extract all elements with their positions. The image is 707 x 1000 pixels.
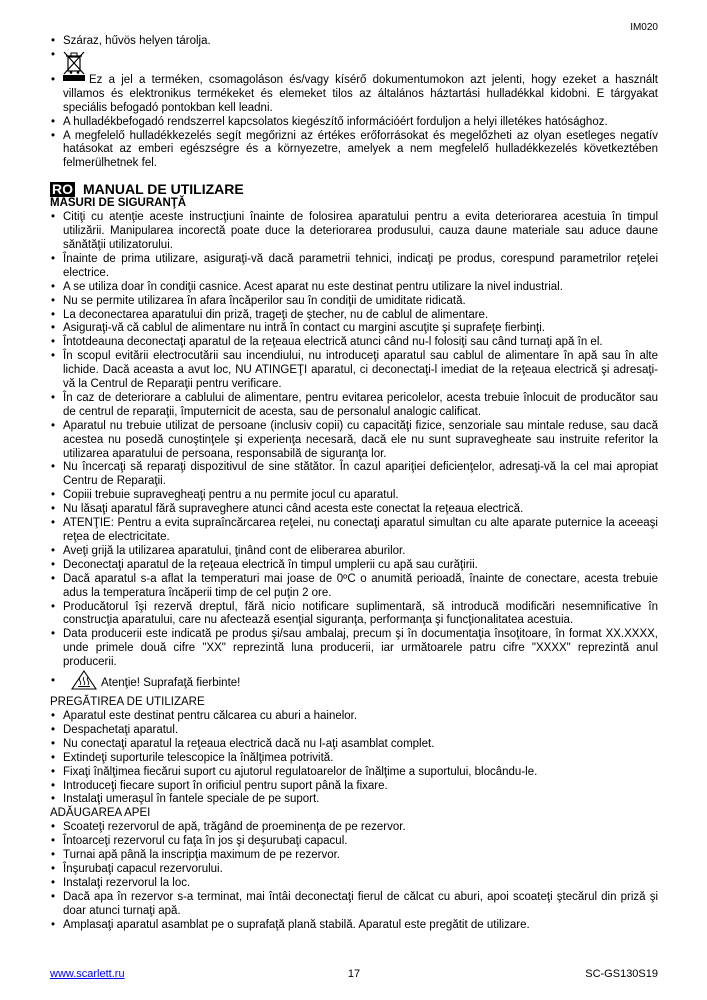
- list-item: • Száraz, hűvös helyen tárolja.: [50, 35, 658, 49]
- black-bar-icon: [63, 75, 85, 81]
- list-item: • Scoateţi rezervorul de apă, trăgând de proeminenţa de pe rezervor.: [50, 821, 658, 835]
- list-item: • Despachetaţi aparatul.: [50, 724, 658, 738]
- language-badge: RO: [52, 180, 73, 197]
- model-code: IM020: [630, 22, 658, 33]
- page-footer: [50, 968, 658, 982]
- list-item: • A hulladékbefogadó rendszerrel kapcsolatos kiegészítő információért forduljon a helyi illetékes hatósághoz.: [50, 116, 658, 130]
- safety-bullet-list: [50, 211, 658, 692]
- manual-title: MANUAL DE UTILIZARE: [83, 181, 244, 198]
- list-item: • Fixaţi înălţimea fiecărui suport cu ajutorul regulatoarelor de înălţime a suportului, blocându-le.: [50, 766, 658, 780]
- crossed-bin-icon: [63, 51, 85, 75]
- list-item: • Aparatul este destinat pentru călcarea cu aburi a hainelor.: [50, 710, 658, 724]
- list-item: • Nu conectaţi aparatul la reţeaua electrică dacă nu l-aţi asamblat complet.: [50, 738, 658, 752]
- adding-water-bullet-list: [50, 821, 658, 932]
- list-item: • Instalaţi rezervorul la loc.: [50, 877, 658, 891]
- list-item: • Întotdeauna deconectaţi aparatul de la reţeaua electrică atunci când nu-l folosiţi sau când turnaţi apă în el.: [50, 336, 658, 350]
- list-item: • Înainte de prima utilizare, asiguraţi-vă dacă parametrii tehnici, indicaţi pe produs, corespund parametrilor reţelei electrice.: [50, 253, 658, 281]
- list-item: • Citiţi cu atenţie aceste instrucţiuni înainte de folosirea aparatului pentru a evita deteriorarea acestuia în timpul utilizării. Manipularea incorectă poate duce la deteriorarea produsului, cauza daune materiale sau aduce daune sănătăţii utilizatorului.: [50, 211, 658, 253]
- document-page: [50, 0, 658, 980]
- document-code: SC-GS130S19: [585, 968, 658, 980]
- list-item: • Dacă aparatul s-a aflat la temperaturi mai joase de 0ºC o anumită perioadă, înainte de conectare, acesta trebuie adus la temperatura încăperii timp de cel puţin 2 ore.: [50, 573, 658, 601]
- preparation-bullet-list: [50, 710, 658, 807]
- list-item: • Data producerii este indicată pe produs şi/sau ambalaj, precum şi în documentaţia însoţitoare, în format XX.XXXX, unde primele două cifre "XX" reprezintă luna producerii, iar următoarele patru cifre "XXXX" reprezintă anul producerii.: [50, 628, 658, 670]
- preparation-heading: PREGĂTIREA DE UTILIZARE: [50, 696, 205, 709]
- list-item: • Copiii trebuie supravegheaţi pentru a nu permite jocul cu aparatul.: [50, 489, 658, 503]
- list-item: • Turnai apă până la inscripţia maximum de pe rezervor.: [50, 849, 658, 863]
- safety-heading: MĂSURI DE SIGURANŢĂ: [50, 197, 187, 210]
- list-item-disposal-icon: [50, 49, 658, 75]
- list-item: • Nu se permite utilizarea în afara încăperilor sau în condiţii de umiditate ridicată.: [50, 295, 658, 309]
- hot-surface-text: Atenţie! Suprafaţă fierbinte!: [101, 677, 241, 690]
- list-item: • Extindeţi suporturile telescopice la înălţimea potrivită.: [50, 752, 658, 766]
- list-item: • Ez a jel a terméken, csomagoláson és/vagy kísérő dokumentumokon azt jelenti, hogy ezeket a használt villamos és elektronikus termékeket és elemeket tilos az általános háztartási hulladékkal kidobni. E tárgyakat speciális befogadó pontokban kell leadni.: [50, 74, 658, 116]
- list-item: • Întoarceţi rezervorul cu faţa în jos şi deşurubaţi capacul.: [50, 835, 658, 849]
- list-item: • ATENŢIE: Pentru a evita supraîncărcarea reţelei, nu conectaţi aparatul simultan cu alte aparate puternice la aceeaşi reţea de electricitate.: [50, 517, 658, 545]
- list-item: • Aveţi grijă la utilizarea aparatului, ţinând cont de eliberarea aburilor.: [50, 545, 658, 559]
- list-item: • A se utiliza doar în condiţii casnice. Acest aparat nu este destinat pentru utilizare la nivel industrial.: [50, 281, 658, 295]
- list-item: • Dacă apa în rezervor s-a terminat, mai întâi deconectaţi fierul de călcat cu aburi, apoi scoateţi ştecărul din priză şi doar atunci turnaţi apă.: [50, 891, 658, 919]
- list-item: • Instalaţi umeraşul în fantele speciale de pe suport.: [50, 793, 658, 807]
- hu-bullet-list: [50, 35, 658, 171]
- list-item: • Înşurubaţi capacul rezervorului.: [50, 863, 658, 877]
- list-item: • Asiguraţi-vă că cablul de alimentare nu intră în contact cu margini ascuţite şi suprafeţe fierbinţi.: [50, 322, 658, 336]
- list-item: • Introduceţi fiecare suport în orificiul pentru suport până la fixare.: [50, 780, 658, 794]
- list-item: • A megfelelő hulladékkezelés segít megőrizni az értékes erőforrásokat és megelőzheti az olyan esetleges negatív hatásokat az emberi egészségre és a környezetre, amelyek a nem megfelelő hulladékkezelés következtében felmerülhetnek fel.: [50, 130, 658, 172]
- hot-surface-warning-icon: [71, 670, 97, 690]
- list-item: • În caz de deteriorare a cablului de alimentare, pentru evitarea pericolelor, acesta trebuie înlocuit de producător sau de centrul de reparaţii, împuternicit de acesta, sau de personalul analogic calificat.: [50, 392, 658, 420]
- list-item: • Amplasaţi aparatul asamblat pe o suprafaţă plană stabilă. Aparatul este pregătit de utilizare.: [50, 919, 658, 933]
- adding-water-heading: ADĂUGAREA APEI: [50, 807, 151, 820]
- list-item: • Aparatul nu trebuie utilizat de persoane (inclusiv copii) cu capacităţi fizice, senzoriale sau mintale reduse, sau dacă acestea nu posedă cunoştinţele şi experienţa necesară, dacă ele nu sunt supravegheate sau instruite referitor la utilizarea aparatului de persoana, responsabilă de siguranţa lor.: [50, 420, 658, 462]
- section-title: [50, 181, 658, 197]
- list-item: • Nu încercaţi să reparaţi dispozitivul de sine stătător. În cazul apariţiei deficienţelor, adresaţi-vă la cel mai apropiat Centru de Reparaţii.: [50, 461, 658, 489]
- list-item-hot-surface: [50, 670, 658, 692]
- list-item: • În scopul evitării electrocutării sau incendiului, nu introduceţi aparatul sau cablul de alimentare în apă sau în alte lichide. Dacă aceasta a avut loc, NU ATINGEŢI aparatul, ci deconectaţi-l imediat de la reţeaua electrică şi adresaţi-vă la Centrul de Reparaţii pentru verificare.: [50, 350, 658, 392]
- list-item: • Nu lăsaţi aparatul fără supraveghere atunci când acesta este conectat la reţeaua electrică.: [50, 503, 658, 517]
- website-link[interactable]: www.scarlett.ru: [50, 968, 125, 980]
- list-item: • Producătorul îşi rezervă dreptul, fără nicio notificare suplimentară, să introducă modificări nesemnificative în construcţia aparatului, care nu afectează esenţial siguranţa, performanţa şi funcţionalitatea acestuia.: [50, 601, 658, 629]
- list-item: • La deconectarea aparatului din priză, trageţi de ştecher, nu de cablul de alimentare.: [50, 309, 658, 323]
- list-item: • Deconectaţi aparatul de la reţeaua electrică în timpul umplerii cu apă sau curăţirii.: [50, 559, 658, 573]
- page-number: 17: [347, 968, 361, 980]
